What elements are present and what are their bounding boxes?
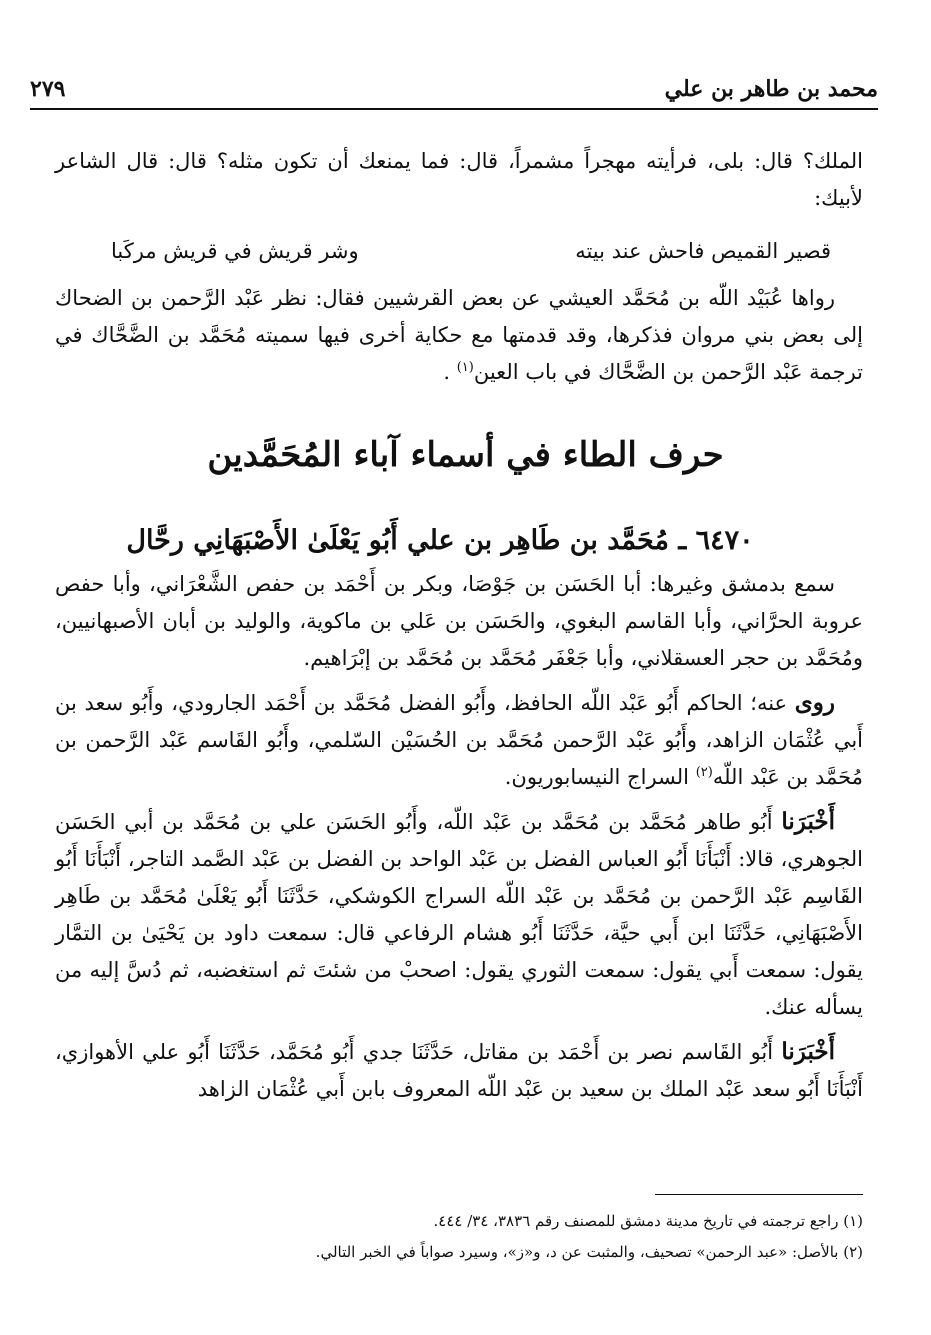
akhbarana-keyword-1: أَخْبَرَنا <box>781 808 835 835</box>
verse-first-hemistich: قصير القميص فاحش عند بيته <box>575 239 831 263</box>
akhbarana-keyword-2: أَخْبَرَنا <box>781 1038 835 1065</box>
page-number: ٢٧٩ <box>30 76 66 102</box>
narrated-body: عنه؛ الحاكم أَبُو عَبْد اللّه الحافظ، وأَبُو الفضل مُحَمَّد بن أَحْمَد الجارودي، وأَبُو سعد بن أَبي عُثْمَان الزاهد، وأَبُو عَبْد الرَّحمن مُحَمَّد بن الحُسَيْن السّلمي، وأَبُو القَاسم عَبْد الرَّحمن بن مُحَمَّد بن عَبْد اللّه <box>55 691 863 789</box>
footnote-ref-1[interactable]: (١) <box>456 360 474 375</box>
footnote-1: (١) راجع ترجمته في تاريخ مدينة دمشق للمصنف رقم ٣٨٣٦، ٣٤/ ٤٤٤. <box>433 1212 863 1230</box>
narrated-end: السراج النيسابوريون. <box>504 765 696 789</box>
akhbarana-body-1: أَبُو طاهر مُحَمَّد بن مُحَمَّد بن عَبْد اللّه، وأَبُو الحَسَن علي بن مُحَمَّد بن أبي الحَسَن الجوهري، قالا: أَنْبَأَنَا أَبُو العباس الفضل بن عَبْد الواحد بن الفضل بن عَبْد الصَّمد التاجر، أَنْبَأَنَا أَبُو القَاسِم عَبْد الرَّحمن بن مُحَمَّد بن عَبْد اللّه السراج الكوشكي، حَدَّثَنَا أَبُو يَعْلَىٰ مُحَمَّد بن طَاهِر الأَصْبَهَانِي، حَدَّثَنَا ابن أَبي حيَّة، حَدَّثَنَا أَبُو هشام الرفاعي قال: سمعت داود بن يَحْيَىٰ بن التمَّار يقول: سمعت أَبي يقول: سمعت الثوري يقول: اصحبْ من شئتَ ثم استغضبه، ثم دُسَّ إليه من يسأله عنك. <box>55 810 863 1019</box>
akhbarana-paragraph-1 <box>55 803 863 1026</box>
narration-end: . <box>443 360 457 384</box>
narration-body: رواها عُبَيْد اللّه بن مُحَمَّد العيشي عن بعض القرشيين فقال: نظر عَبْد الرَّحمن بن الضحاك إلى بعض بني مروان فذكرها، وقد قدمتها مع حكاية أخرى فيها سميته مُحَمَّد بن الضَّحَّاك في ترجمة عَبْد الرَّحمن بن الضَّحَّاك في باب العين <box>55 286 863 384</box>
narration-text <box>55 280 863 391</box>
page-header <box>30 70 878 110</box>
narrated-paragraph <box>55 684 863 796</box>
akhbarana-paragraph-2 <box>55 1033 863 1108</box>
intro-text: الملك؟ قال: بلى، فرأيته مهجراً مشمراً، قال: فما يمنعك أن تكون مثله؟ قال: قال الشاعر لأبيك: <box>55 149 863 210</box>
footnote-ref-2[interactable]: (٢) <box>695 765 713 780</box>
running-title: محمد بن طاهر بن علي <box>664 76 878 102</box>
entry-body <box>55 566 863 1108</box>
entry-heading: ٦٤٧٠ ـ مُحَمَّد بن طَاهِر بن علي أَبُو يَعْلَىٰ الأَصْبَهَانِي رحَّال <box>126 525 754 556</box>
intro-paragraph <box>55 143 863 217</box>
footnote-separator <box>655 1194 863 1195</box>
heard-paragraph: سمع بدمشق وغيرها: أبا الحَسَن بن جَوْصَا، وبكر بن أَحْمَد بن حفص الشَّعْرَاني، وأبا حفص عروبة الحرَّاني، وأبا القاسم البغوي، والحَسَن بن عَلي بن ماكوية، والوليد بن أبان الأصبهانيين، ومُحَمَّد بن حجر العسقلاني، وأبا جَعْفَر مُحَمَّد بن مُحَمَّد بن إبْرَاهيم. <box>55 572 863 670</box>
footnote-2: (٢) بالأصل: «عبد الرحمن» تصحيف، والمثبت عن د، و«ز»، وسيرد صواباً في الخبر التالي. <box>315 1243 863 1261</box>
footnotes <box>55 1206 863 1268</box>
poetry-verse <box>111 236 831 266</box>
narration-paragraph <box>55 280 863 391</box>
chapter-heading: حرف الطاء في أسماء آباء المُحَمَّدين <box>207 435 724 475</box>
narrated-keyword: روى <box>794 689 835 716</box>
akhbarana-body-2: أَبُو القَاسم نصر بن أَحْمَد بن مقاتل، حَدَّثَنَا جدي أَبُو مُحَمَّد، حَدَّثَنَا أَبُو علي الأهوازي، أَنْبَأَنَا أَبُو سعد عَبْد الملك بن سعيد بن عَبْد اللّه المعروف بابن أَبي عُثْمَان الزاهد <box>55 1040 863 1101</box>
verse-second-hemistich: وشر قريش في قريش مركَبا <box>111 239 359 263</box>
